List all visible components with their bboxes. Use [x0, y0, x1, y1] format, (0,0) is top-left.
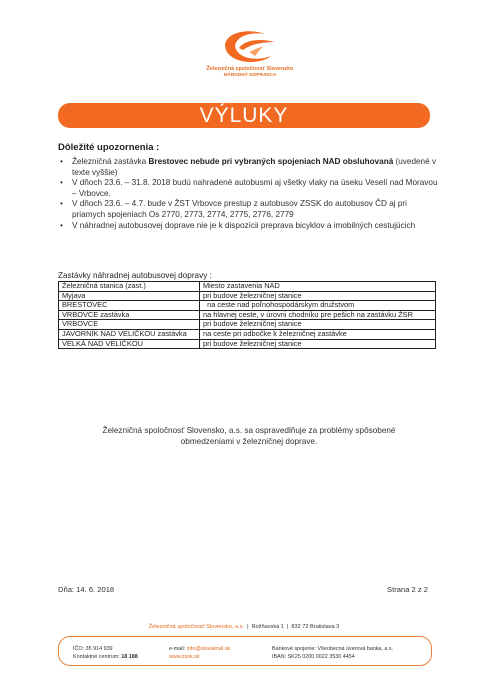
stops-table-title: Zastávky náhradnej autobusovej dopravy : [58, 271, 212, 280]
stops-table [58, 281, 436, 349]
stop-location-cell: na ceste pri odbočke k železničnej zastávke [200, 329, 436, 339]
zssk-swoosh-logo-icon [219, 26, 281, 66]
footer-email: e-mail: info@slovakrail.sk [169, 646, 231, 652]
notice-item: • V náhradnej autobusovej doprave nie je k dispozícii preprava bicyklov a imobilných cestujúcich [60, 220, 416, 230]
title-banner [58, 103, 430, 128]
bullet-icon: • [60, 157, 63, 166]
station-cell: Myjava [59, 291, 200, 301]
footer-bank-name: Bankové spojenie: Všeobecná úverová banka, a.s. [272, 646, 394, 652]
station-cell: VRBOVCE [59, 320, 200, 330]
footer-ico: IČO: 35 914 939 [73, 646, 113, 652]
footer-street: Rožňavská 1 [251, 624, 284, 630]
page-number: Strana 2 z 2 [387, 585, 428, 594]
stop-location-cell: pri budove železničnej stanice [200, 291, 436, 301]
bullet-icon: • [60, 220, 63, 230]
notice-item: • V dňoch 23.6. – 4.7. bude v ŽST Vrbovce prestup z autobusov ZSSK do autobusov ČD aj pri priamych spojeniach Os 2770, 2773, 2774, 2775, 2776, 2779 [60, 199, 407, 219]
footer-links [169, 646, 230, 661]
logo-company-name: Železničná spoločnosť Slovensko [206, 66, 294, 72]
banner-title: VÝLUKY [199, 103, 289, 127]
table-row [59, 339, 436, 349]
table-row [59, 329, 436, 339]
table-row [59, 301, 436, 311]
footer-address: Železničná spoločnosť Slovensko, a.s. | Rožňavská 1 | 832 72 Bratislava 3 [148, 624, 340, 630]
bullet-icon: • [60, 178, 63, 188]
table-header-cell: Miesto zastavenia NAD [200, 282, 436, 292]
footer-org-name: Železničná spoločnosť Slovensko, a.s. [148, 624, 245, 630]
stop-location-cell: na hlavnej ceste, v úrovni chodníku pre pešich na zastávku ŽSR [200, 310, 436, 320]
footer-bank [272, 646, 393, 661]
bullet-icon: • [60, 199, 63, 209]
notice-list [58, 157, 438, 231]
email-link[interactable]: info@slovakrail.sk [186, 646, 231, 652]
station-cell: VRBOVCE zastávka [59, 310, 200, 320]
footer-ids [73, 646, 138, 661]
web-link[interactable]: www.zssk.sk [169, 653, 200, 660]
table-header-cell: Železničná stanica (zast.) [59, 282, 200, 292]
footer-contact-box [58, 636, 432, 666]
station-cell: VELKÁ NAD VELIČKOU [59, 339, 200, 349]
apology-text: Železničná spoločnosť Slovensko, a.s. sa ospravedlňuje za problémy spôsobené obmedzeniami v železničnej doprave. [102, 426, 396, 446]
footer-contact-center: Kontaktné centrum: 18 188 [73, 653, 138, 660]
logo-tagline: NÁRODNÝ DOPRAVCA [223, 73, 277, 78]
notice-heading: Dôležité upozornenia : [58, 142, 160, 153]
company-logo [198, 26, 302, 88]
stop-location-cell: na ceste nad poľnohospodárskym družstvom [200, 301, 436, 311]
station-cell: BRESTOVEC [59, 301, 200, 311]
station-cell: JAVORNÍK NAD VELIČKOU zastávka [59, 329, 200, 339]
footer-city: 832 72 Bratislava 3 [291, 624, 340, 630]
stop-location-cell: pri budove železničnej stanice [200, 320, 436, 330]
notice-item: • V dňoch 23.6. – 31.8. 2018 budú nahradené autobusmi aj všetky vlaky na úseku Veselí nad Moravou – Vrbovce. [60, 178, 438, 198]
footer-iban: IBAN: SK25 0200 0022 3530 4454 [272, 653, 355, 660]
notice-item: • Železničná zastávka Brestovec nebude pri vybraných spojeniach NAD obsluhovaná (uvedené v texte vyššie) [60, 157, 437, 177]
table-header-row [59, 282, 436, 292]
document-date: Dňa: 14. 6. 2018 [58, 585, 115, 594]
stop-location-cell: pri budove železničnej stanice [200, 339, 436, 349]
